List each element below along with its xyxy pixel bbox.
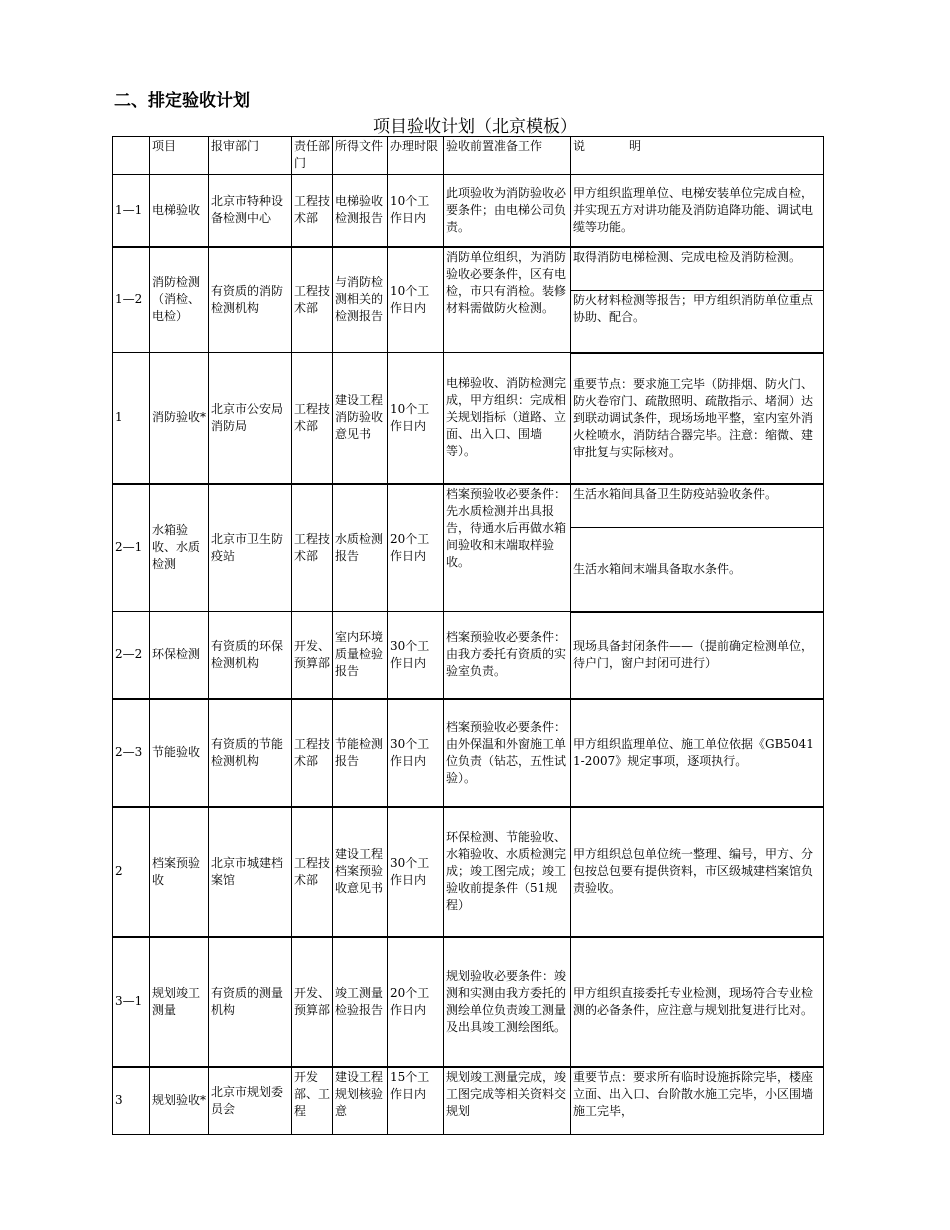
note-cell: 重要节点：要求所有临时设施拆除完毕，楼座立面、出入口、台阶散水施工完毕，小区围墙施工完毕， bbox=[571, 1067, 824, 1135]
table-row bbox=[113, 353, 824, 484]
dept-cell: 有资质的环保检测机构 bbox=[209, 612, 292, 699]
note-cell: 甲方组织直接委托专业检测，现场符合专业检测的必备条件，应注意与规划批复进行比对。 bbox=[571, 937, 824, 1067]
table-title: 项目验收计划（北京模板） bbox=[373, 117, 577, 137]
acceptance-plan-table bbox=[112, 136, 824, 1135]
prep-cell: 档案预验收必要条件：先水质检测并出具报告，待通水后再做水箱间验收和末端取样验收。 bbox=[444, 484, 571, 612]
prep-cell: 此项验收为消防验收必要条件；由电梯公司负责。 bbox=[444, 175, 571, 247]
note-cell: 生活水箱间具备卫生防疫站验收条件。 bbox=[571, 484, 824, 528]
doc-cell: 水质检测报告 bbox=[333, 484, 388, 612]
item-cell: 消防验收* bbox=[150, 353, 209, 484]
resp-cell: 工程技术部 bbox=[292, 175, 333, 247]
item-cell: 电梯验收 bbox=[150, 175, 209, 247]
table-row bbox=[113, 807, 824, 937]
dept-cell: 北京市卫生防疫站 bbox=[209, 484, 292, 612]
header-cell: 所得文件 bbox=[333, 137, 388, 175]
note-cell: 甲方组织监理单位、施工单位依据《GB50411-2007》规定事项，逐项执行。 bbox=[571, 699, 824, 807]
dept-cell: 北京市规划委员会 bbox=[209, 1067, 292, 1135]
dept-cell: 北京市特种设备检测中心 bbox=[209, 175, 292, 247]
note-cell: 甲方组织总包单位统一整理、编号，甲方、分包按总包要有提供资料，市区级城建档案馆负责验收。 bbox=[571, 807, 824, 937]
limit-cell: 20个工作日内 bbox=[388, 484, 444, 612]
item-cell: 节能验收 bbox=[150, 699, 209, 807]
resp-cell: 开发部、工程 bbox=[292, 1067, 333, 1135]
item-cell: 消防检测（消检、电检） bbox=[150, 247, 209, 353]
resp-cell: 开发、预算部 bbox=[292, 937, 333, 1067]
dept-cell: 有资质的节能检测机构 bbox=[209, 699, 292, 807]
table-row bbox=[113, 175, 824, 247]
row-id: 2—3 bbox=[113, 699, 150, 807]
row-id: 3—1 bbox=[113, 937, 150, 1067]
limit-cell: 30个工作日内 bbox=[388, 612, 444, 699]
prep-cell: 环保检测、节能验收、水箱验收、水质检测完成；竣工图完成；竣工验收前提条件（51规程） bbox=[444, 807, 571, 937]
table-row bbox=[113, 484, 824, 528]
section-title: 二、排定验收计划 bbox=[114, 91, 250, 111]
prep-cell: 消防单位组织，为消防验收必要条件，区有电检，市只有消检。装修材料需做防火检测。 bbox=[444, 247, 571, 353]
note-cell: 生活水箱间末端具备取水条件。 bbox=[571, 528, 824, 612]
resp-cell: 工程技术部 bbox=[292, 484, 333, 612]
table-row bbox=[113, 937, 824, 1067]
limit-cell: 10个工作日内 bbox=[388, 175, 444, 247]
prep-cell: 电梯验收、消防检测完成，甲方组织：完成相关规划指标（道路、立面、出入口、围墙等）。 bbox=[444, 353, 571, 484]
header-cell: 验收前置准备工作 bbox=[444, 137, 571, 175]
table-row bbox=[113, 699, 824, 807]
header-cell: 说 明 bbox=[571, 137, 824, 175]
note-cell: 甲方组织监理单位、电梯安装单位完成自检，并实现五方对讲功能及消防追降功能、调试电缆等功能。 bbox=[571, 175, 824, 247]
note-cell: 防火材料检测等报告；甲方组织消防单位重点协助、配合。 bbox=[571, 291, 824, 353]
header-cell: 责任部门 bbox=[292, 137, 333, 175]
header-cell: 办理时限 bbox=[388, 137, 444, 175]
doc-cell: 建设工程消防验收意见书 bbox=[333, 353, 388, 484]
row-id: 2—1 bbox=[113, 484, 150, 612]
header-cell bbox=[113, 137, 150, 175]
note-cell: 现场具备封闭条件——（提前确定检测单位，待户门，窗户封闭可进行） bbox=[571, 612, 824, 699]
row-id: 3 bbox=[113, 1067, 150, 1135]
table-header-row bbox=[113, 137, 824, 175]
prep-cell: 规划竣工测量完成，竣工图完成等相关资料交规划 bbox=[444, 1067, 571, 1135]
item-cell: 水箱验收、水质检测 bbox=[150, 484, 209, 612]
row-id: 2—2 bbox=[113, 612, 150, 699]
dept-cell: 北京市城建档案馆 bbox=[209, 807, 292, 937]
header-cell: 报审部门 bbox=[209, 137, 292, 175]
prep-cell: 档案预验收必要条件：由我方委托有资质的实验室负责。 bbox=[444, 612, 571, 699]
limit-cell: 10个工作日内 bbox=[388, 353, 444, 484]
doc-cell: 与消防检测相关的检测报告 bbox=[333, 247, 388, 353]
item-cell: 规划竣工测量 bbox=[150, 937, 209, 1067]
note-cell: 重要节点：要求施工完毕（防排烟、防火门、防火卷帘门、疏散照明、疏散指示、堵洞）达到联动调试条件，现场场地平整，室内室外消火栓喷水，消防结合器完毕。注意：缩微、建审批复与实际核对。 bbox=[571, 353, 824, 484]
item-cell: 档案预验收 bbox=[150, 807, 209, 937]
table-row bbox=[113, 247, 824, 291]
table-row bbox=[113, 1067, 824, 1135]
row-id: 2 bbox=[113, 807, 150, 937]
doc-cell: 建设工程规划核验意 bbox=[333, 1067, 388, 1135]
row-id: 1—2 bbox=[113, 247, 150, 353]
resp-cell: 工程技术部 bbox=[292, 699, 333, 807]
doc-cell: 建设工程档案预验收意见书 bbox=[333, 807, 388, 937]
resp-cell: 工程技术部 bbox=[292, 353, 333, 484]
table-row bbox=[113, 612, 824, 699]
header-cell: 项目 bbox=[150, 137, 209, 175]
resp-cell: 工程技术部 bbox=[292, 807, 333, 937]
limit-cell: 20个工作日内 bbox=[388, 937, 444, 1067]
limit-cell: 30个工作日内 bbox=[388, 807, 444, 937]
prep-cell: 规划验收必要条件：竣测和实测由我方委托的测绘单位负责竣工测量及出具竣工测绘图纸。 bbox=[444, 937, 571, 1067]
row-id: 1—1 bbox=[113, 175, 150, 247]
doc-cell: 室内环境质量检验报告 bbox=[333, 612, 388, 699]
limit-cell: 15个工作日内 bbox=[388, 1067, 444, 1135]
row-id: 1 bbox=[113, 353, 150, 484]
resp-cell: 开发、预算部 bbox=[292, 612, 333, 699]
dept-cell: 有资质的测量机构 bbox=[209, 937, 292, 1067]
limit-cell: 30个工作日内 bbox=[388, 699, 444, 807]
prep-cell: 档案预验收必要条件：由外保温和外窗施工单位负责（钻芯，五性试验）。 bbox=[444, 699, 571, 807]
doc-cell: 竣工测量检验报告 bbox=[333, 937, 388, 1067]
item-cell: 环保检测 bbox=[150, 612, 209, 699]
doc-cell: 电梯验收检测报告 bbox=[333, 175, 388, 247]
item-cell: 规划验收* bbox=[150, 1067, 209, 1135]
dept-cell: 北京市公安局消防局 bbox=[209, 353, 292, 484]
note-cell: 取得消防电梯检测、完成电检及消防检测。 bbox=[571, 247, 824, 291]
limit-cell: 10个工作日内 bbox=[388, 247, 444, 353]
doc-cell: 节能检测报告 bbox=[333, 699, 388, 807]
dept-cell: 有资质的消防检测机构 bbox=[209, 247, 292, 353]
resp-cell: 工程技术部 bbox=[292, 247, 333, 353]
